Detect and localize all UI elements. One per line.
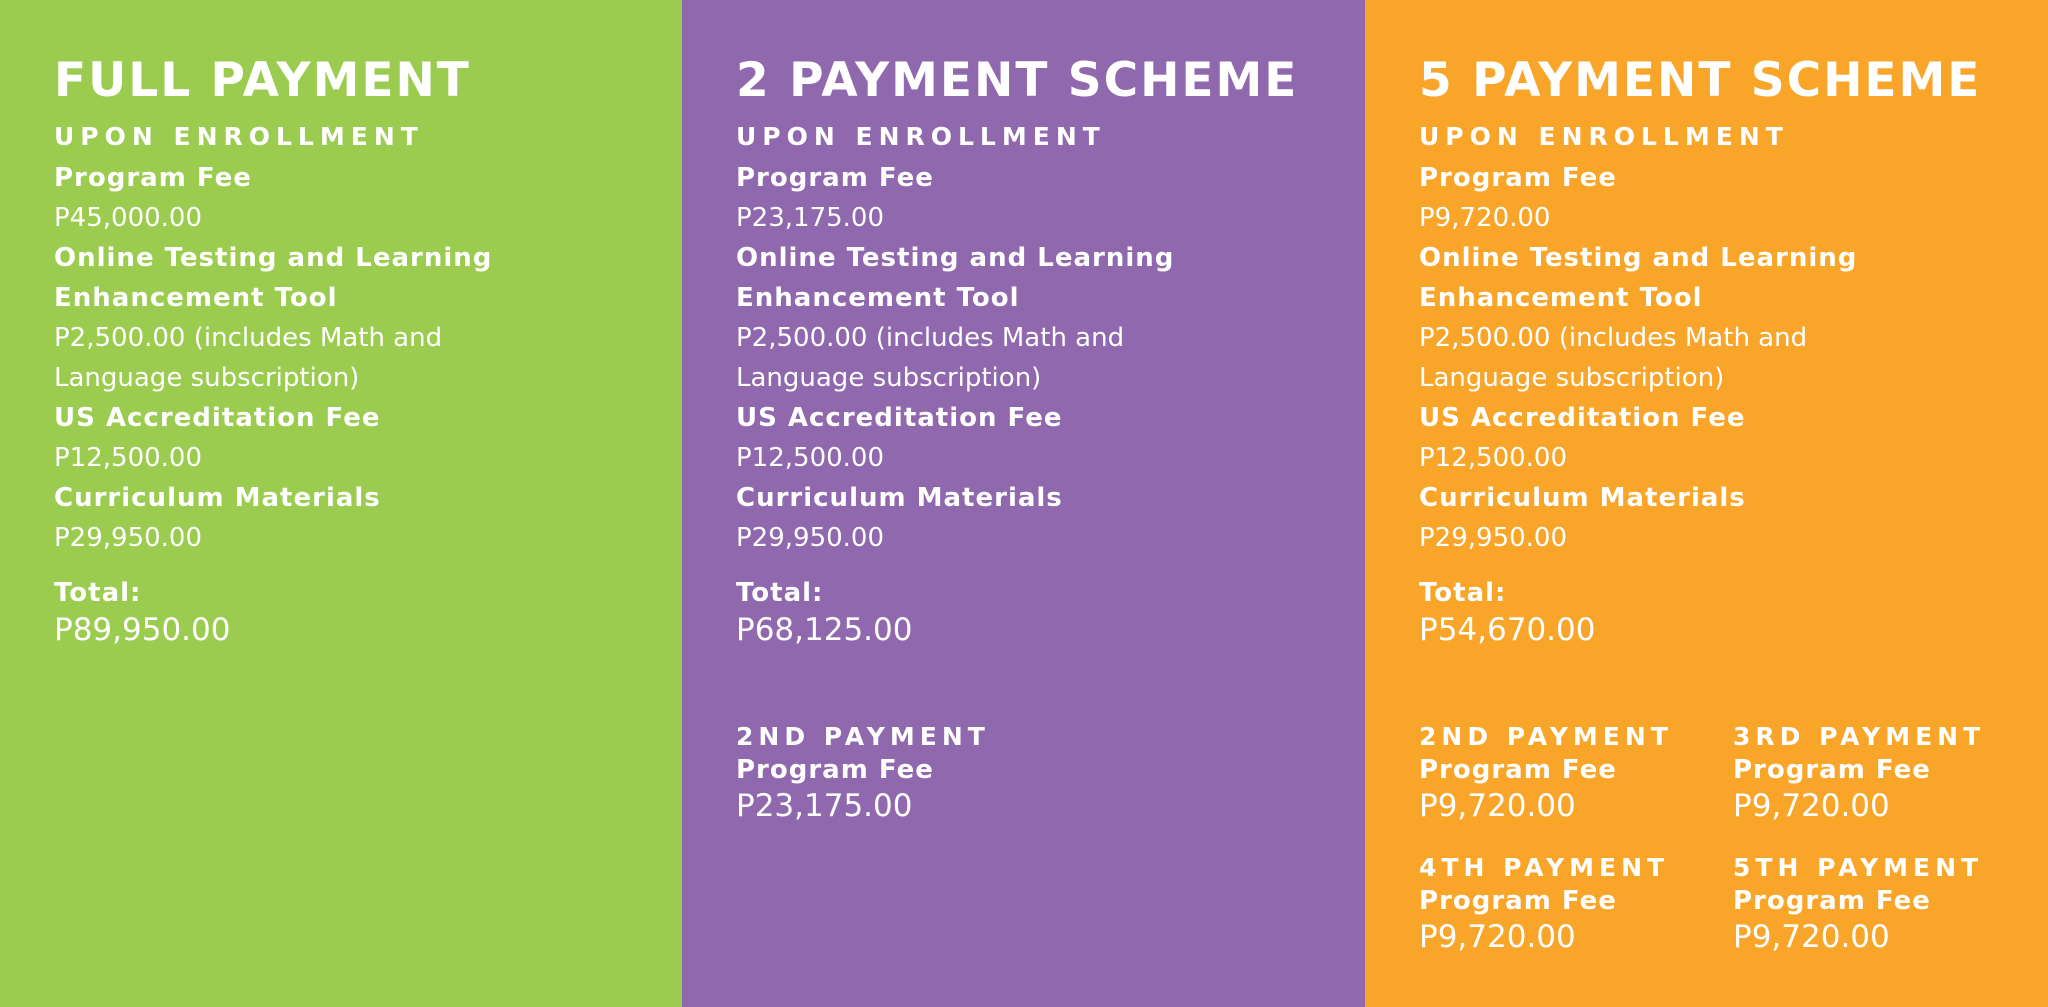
fee-label: US Accreditation Fee: [54, 403, 381, 433]
panel-title: 5 PAYMENT SCHEME: [1419, 53, 1982, 108]
fee-label: Online Testing and Learning: [54, 243, 493, 273]
fourth-payment-block: [1419, 853, 1669, 955]
fee-value: P12,500.00: [1419, 443, 1568, 473]
total-label: Total:: [54, 578, 142, 608]
total-value: P54,670.00: [1419, 612, 1596, 648]
second-payment-block: [1419, 722, 1673, 824]
total-label: Total:: [1419, 578, 1507, 608]
payment-label: Program Fee: [1733, 755, 1931, 785]
third-payment-block: [1733, 722, 1985, 824]
payment-label: Program Fee: [736, 755, 934, 785]
fee-label: Curriculum Materials: [54, 483, 381, 513]
two-payment-panel: [682, 0, 1365, 1007]
fee-value: P23,175.00: [736, 203, 885, 233]
fee-list: [1419, 158, 2028, 558]
payment-heading: 4TH PAYMENT: [1419, 853, 1670, 882]
payment-value: P9,720.00: [1419, 919, 1576, 955]
fee-label: Program Fee: [54, 163, 252, 193]
payment-heading: 2ND PAYMENT: [736, 722, 990, 751]
panel-subtitle: UPON ENROLLMENT: [54, 122, 424, 151]
payment-value: P9,720.00: [1733, 919, 1890, 955]
payment-value: P9,720.00: [1419, 788, 1576, 824]
fee-label: Program Fee: [736, 163, 934, 193]
total-value: P68,125.00: [736, 612, 913, 648]
five-payment-panel: [1365, 0, 2048, 1007]
payment-value: P9,720.00: [1733, 788, 1890, 824]
fee-list: [54, 158, 662, 558]
fee-label: Enhancement Tool: [736, 283, 1020, 313]
fee-value: P29,950.00: [1419, 523, 1568, 553]
fee-label: Curriculum Materials: [736, 483, 1063, 513]
fee-value: Language subscription): [1419, 363, 1725, 393]
payment-heading: 3RD PAYMENT: [1733, 722, 1986, 751]
fee-label: Online Testing and Learning: [1419, 243, 1858, 273]
fee-label: Online Testing and Learning: [736, 243, 1175, 273]
fee-value: P29,950.00: [54, 523, 203, 553]
fee-label: US Accreditation Fee: [736, 403, 1063, 433]
fee-value: Language subscription): [54, 363, 360, 393]
fee-value: P12,500.00: [54, 443, 203, 473]
panel-subtitle: UPON ENROLLMENT: [1419, 122, 1789, 151]
panel-title: FULL PAYMENT: [54, 53, 471, 108]
fee-value: P12,500.00: [736, 443, 885, 473]
full-payment-panel: [0, 0, 682, 1007]
fee-value: P29,950.00: [736, 523, 885, 553]
fee-label: Enhancement Tool: [1419, 283, 1703, 313]
fee-value: P2,500.00 (includes Math and: [1419, 323, 1808, 353]
panel-subtitle: UPON ENROLLMENT: [736, 122, 1106, 151]
fee-value: P45,000.00: [54, 203, 203, 233]
panel-title: 2 PAYMENT SCHEME: [736, 53, 1299, 108]
fifth-payment-block: [1733, 853, 1983, 955]
payment-label: Program Fee: [1419, 755, 1617, 785]
payment-value: P23,175.00: [736, 788, 913, 824]
payment-heading: 5TH PAYMENT: [1733, 853, 1984, 882]
payment-label: Program Fee: [1733, 886, 1931, 916]
fee-value: P2,500.00 (includes Math and: [736, 323, 1125, 353]
fee-label: Program Fee: [1419, 163, 1617, 193]
fee-label: US Accreditation Fee: [1419, 403, 1746, 433]
total-label: Total:: [736, 578, 824, 608]
fee-value: Language subscription): [736, 363, 1042, 393]
fee-value: P2,500.00 (includes Math and: [54, 323, 443, 353]
second-payment-block: [736, 722, 990, 824]
fee-label: Curriculum Materials: [1419, 483, 1746, 513]
payment-heading: 2ND PAYMENT: [1419, 722, 1673, 751]
fee-list: [736, 158, 1345, 558]
fee-value: P9,720.00: [1419, 203, 1551, 233]
total-value: P89,950.00: [54, 612, 231, 648]
fee-label: Enhancement Tool: [54, 283, 338, 313]
payment-label: Program Fee: [1419, 886, 1617, 916]
